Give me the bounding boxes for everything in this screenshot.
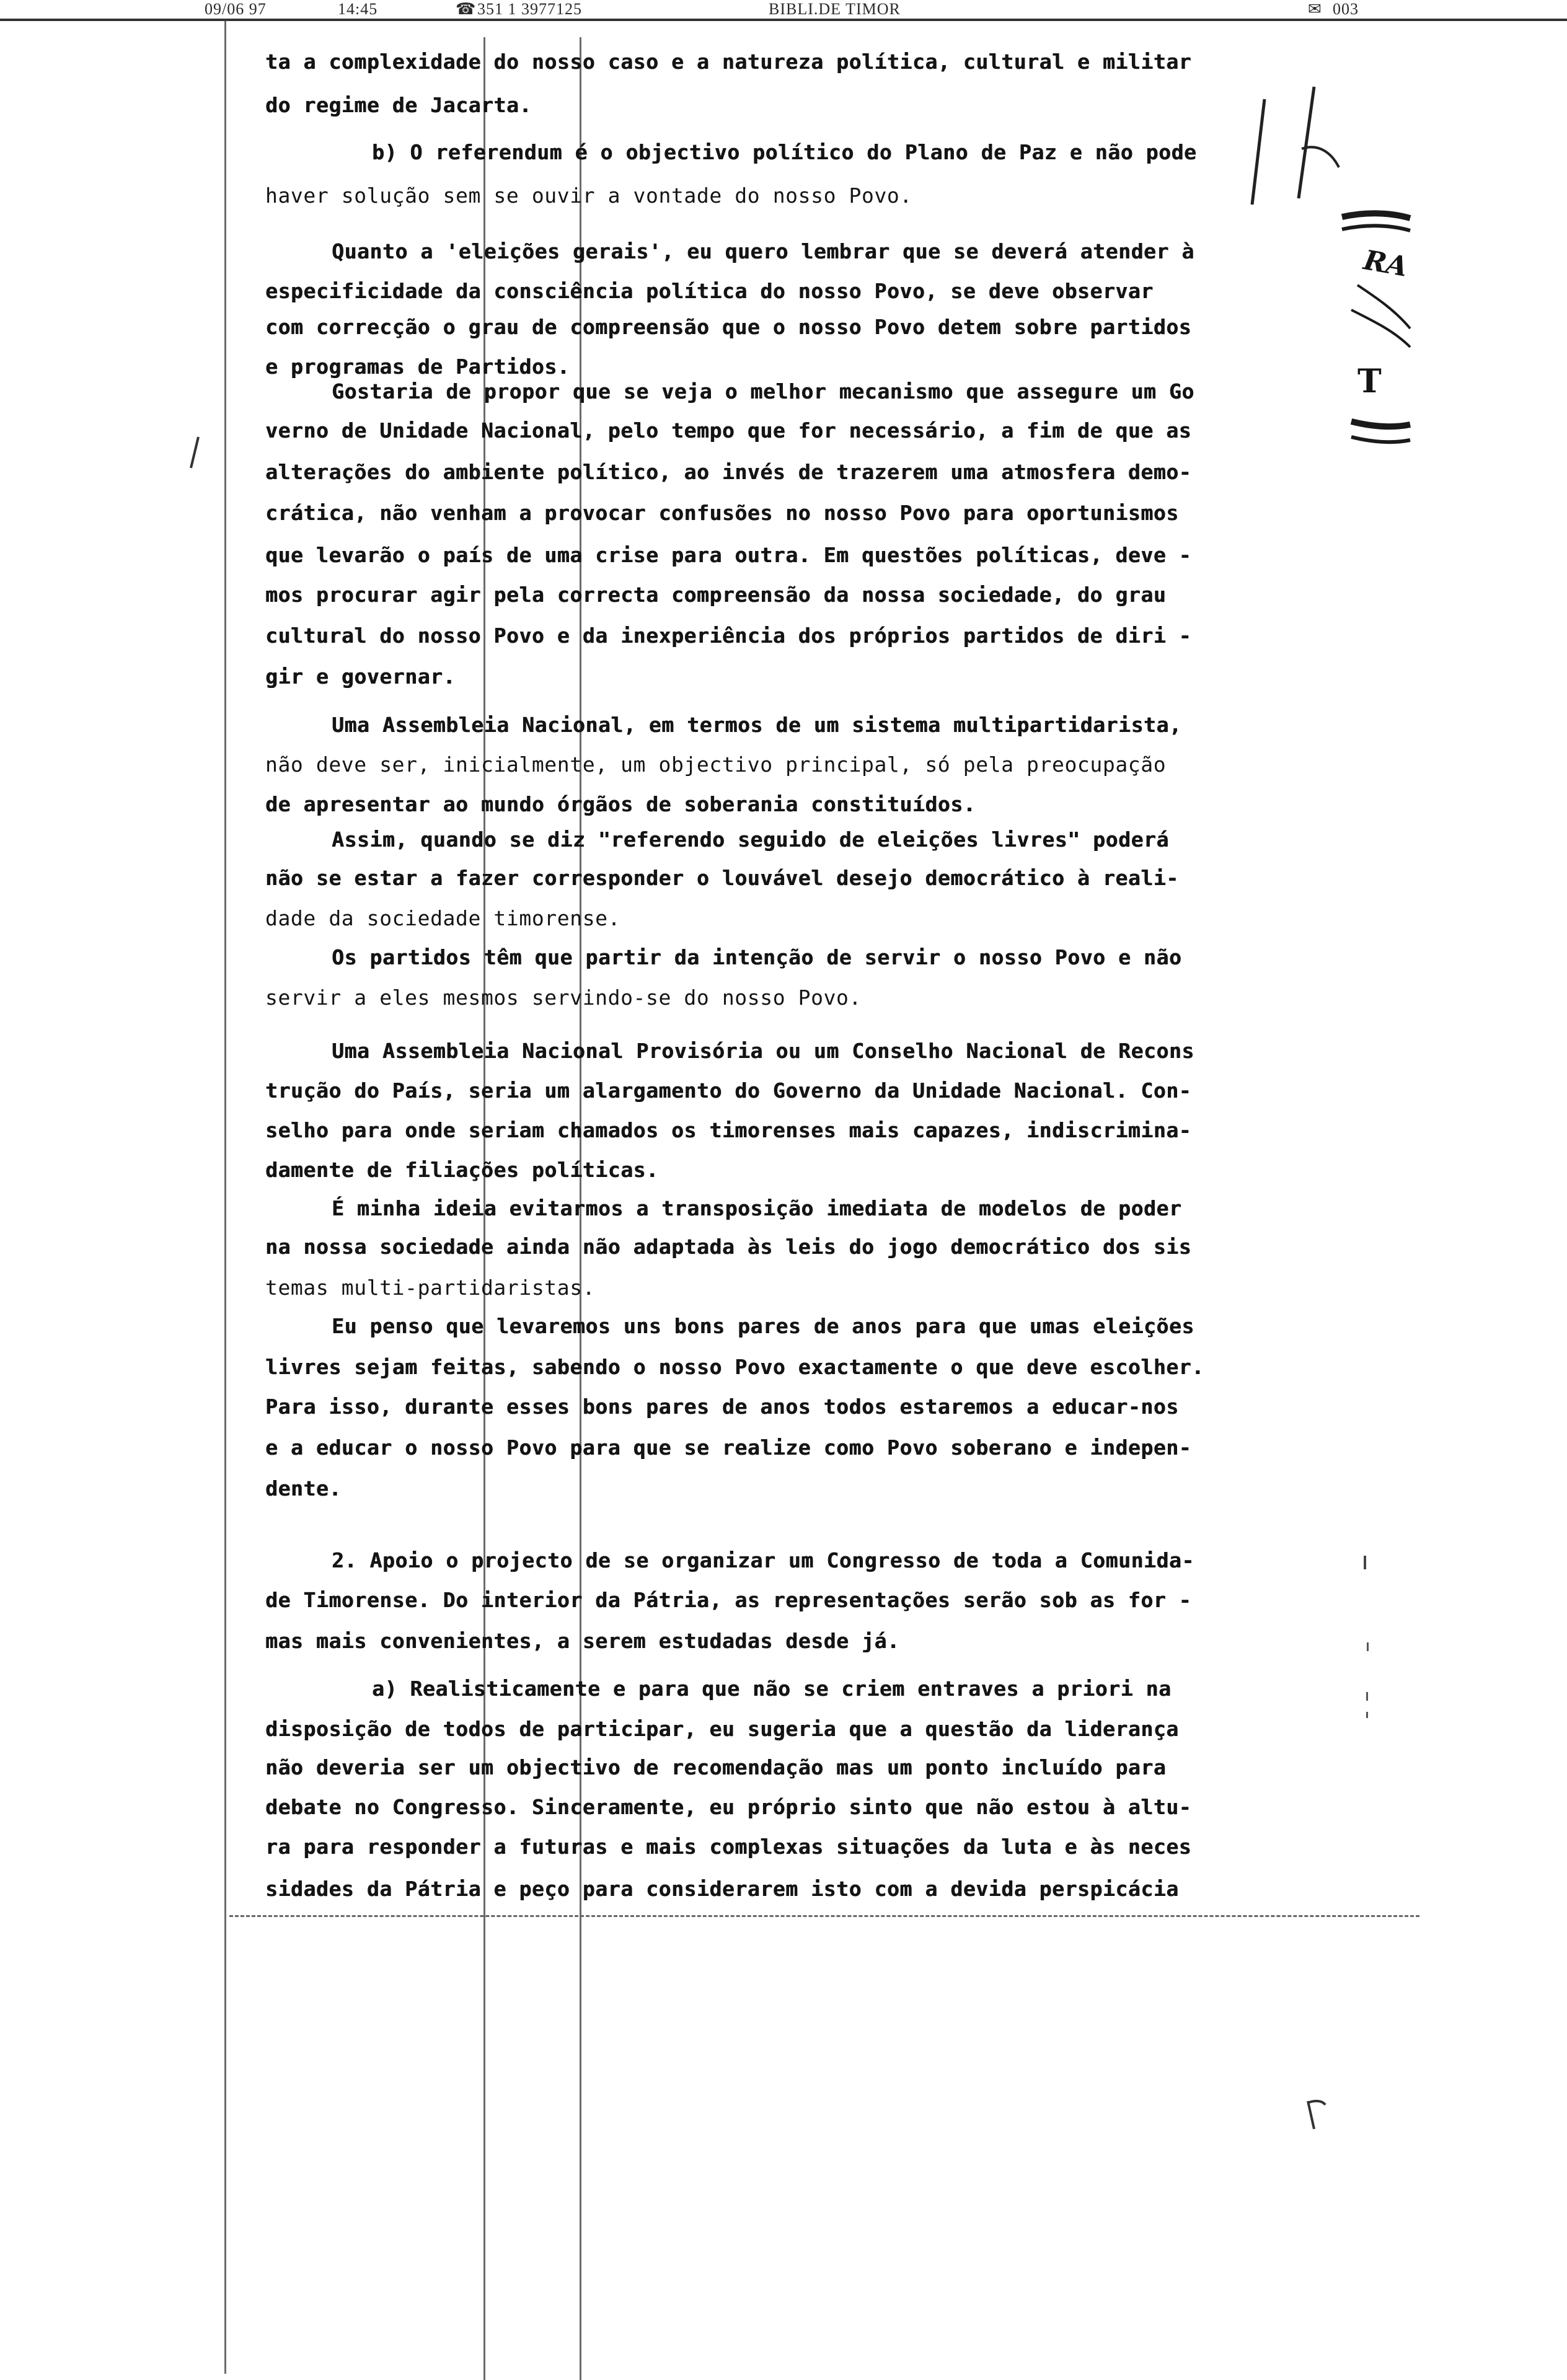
text-line: a) Realisticamente e para que não se criem entraves a priori na [372,1677,1172,1701]
text-line: mas mais convenientes, a serem estudadas desde já. [265,1629,900,1653]
text-line: selho para onde seriam chamados os timorenses mais capazes, indiscrimina- [265,1118,1192,1142]
stamp-fragment [1339,205,1413,477]
fax-sender: BIBLI.DE TIMOR [769,0,901,18]
text-line: ra para responder a futuras e mais complexas situações da luta e às neces [265,1835,1192,1859]
fax-phone-icon: ☎ [456,0,477,18]
text-line: Os partidos têm que partir da intenção de servir o nosso Povo e não [332,945,1182,969]
page-corner-mark [1302,2095,1333,2132]
text-line: haver solução sem se ouvir a vontade do nosso Povo. [265,183,912,208]
text-line: especificidade da consciência política do nosso Povo, se deve observar [265,279,1154,303]
text-line: não deve ser, inicialmente, um objectivo principal, só pela preocupação [265,752,1167,777]
text-line: b) O referendum é o objectivo político do Plano de Paz e não pode [372,140,1197,164]
text-line: livres sejam feitas, sabendo o nosso Povo exactamente o que deve escolher. [265,1355,1204,1379]
text-line: mos procurar agir pela correcta compreensão da nossa sociedade, do grau [265,583,1167,607]
text-line: Uma Assembleia Nacional Provisória ou um Conselho Nacional de Recons [332,1039,1194,1063]
stamp-letter: T [1357,363,1382,400]
text-line: Quanto a 'eleições gerais', eu quero lembrar que se deverá atender à [332,239,1194,263]
text-line: crática, não venham a provocar confusões no nosso Povo para oportunismos [265,501,1179,525]
text-line: na nossa sociedade ainda não adaptada às leis do jogo democrático dos sis [265,1235,1192,1259]
text-line: debate no Congresso. Sinceramente, eu próprio sinto que não estou à altu- [265,1795,1192,1819]
text-line: não deveria ser um objectivo de recomendação mas um ponto incluído para [265,1755,1167,1779]
fax-page-icon: ✉ [1308,0,1322,18]
text-line: servir a eles mesmos servindo-se do nosso Povo. [265,985,862,1010]
text-line: do regime de Jacarta. [265,93,532,117]
text-line: ta a complexidade do nosso caso e a natureza política, cultural e militar [265,50,1192,74]
text-line: disposição de todos de participar, eu sugeria que a questão da liderança [265,1717,1179,1741]
text-line: Gostaria de propor que se veja o melhor mecanismo que assegure um Go [332,379,1194,403]
text-line: e a educar o nosso Povo para que se realize como Povo soberano e indepen- [265,1435,1192,1460]
fax-phone: 351 1 3977125 [477,0,582,18]
text-line: de Timorense. Do interior da Pátria, as representações serão sob as for - [265,1588,1192,1612]
fax-time: 14:45 [338,0,378,18]
text-line: Para isso, durante esses bons pares de anos todos estaremos a educar-nos [265,1395,1179,1419]
text-line: 2. Apoio o projecto de se organizar um Congresso de toda a Comunida- [332,1548,1194,1572]
text-line: e programas de Partidos. [265,355,570,379]
text-line: que levarão o país de uma crise para outra. Em questões políticas, deve - [265,543,1192,567]
text-line: temas multi-partidaristas. [265,1276,596,1300]
text-line: dade da sociedade timorense. [265,906,621,930]
text-line: não se estar a fazer corresponder o louvável desejo democrático à reali- [265,866,1179,890]
fax-date: 09/06 97 [205,0,267,18]
text-line: Assim, quando se diz "referendo seguido de eleições livres" poderá [332,827,1169,852]
text-line: sidades da Pátria e peço para considerarem isto com a devida perspicácia [265,1877,1179,1901]
page-bottom-edge [229,1915,1419,1917]
text-line: Uma Assembleia Nacional, em termos de um sistema multipartidarista, [332,713,1182,737]
handwritten-mark [1240,74,1364,217]
text-line: gir e governar. [265,664,456,689]
margin-tick [186,434,205,471]
text-line: com correcção o grau de compreensão que o nosso Povo detem sobre partidos [265,315,1192,339]
text-line: alterações do ambiente político, ao invés de trazerem uma atmosfera demo- [265,460,1192,484]
scan-specks [1351,1549,1388,1735]
text-line: Eu penso que levaremos uns bons pares de anos para que umas eleições [332,1314,1194,1338]
text-line: damente de filiações políticas. [265,1158,659,1182]
stamp-text: RA [1361,244,1410,283]
text-line: trução do País, seria um alargamento do Governo da Unidade Nacional. Con- [265,1078,1192,1103]
text-line: É minha ideia evitarmos a transposição imediata de modelos de poder [332,1196,1182,1220]
fax-page-number: 003 [1333,0,1359,18]
text-line: de apresentar ao mundo órgãos de soberania constituídos. [265,792,976,816]
text-line: verno de Unidade Nacional, pelo tempo que for necessário, a fim de que as [265,418,1192,443]
text-line: cultural do nosso Povo e da inexperiência dos próprios partidos de diri - [265,624,1192,648]
text-line: dente. [265,1476,342,1501]
